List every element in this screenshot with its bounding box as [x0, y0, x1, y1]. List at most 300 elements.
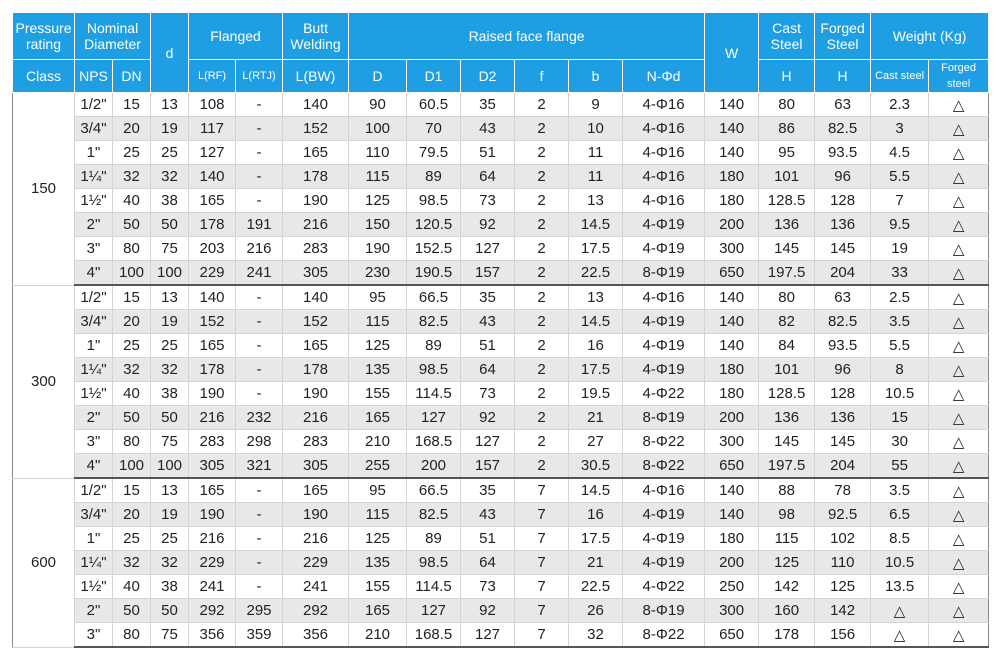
b-cell: 13 [569, 285, 623, 310]
weight-cast-cell: 7 [871, 189, 929, 213]
nps-cell: 3" [75, 430, 113, 454]
l-rtj-cell: - [236, 334, 283, 358]
f-cell: 7 [515, 478, 569, 503]
bolt-holes-cell: 8-Φ19 [623, 406, 705, 430]
d-cell: 75 [151, 237, 189, 261]
f-cell: 2 [515, 117, 569, 141]
table-row [13, 503, 989, 527]
l-rtj-cell: - [236, 527, 283, 551]
f-cell: 2 [515, 165, 569, 189]
l-bw-cell: 229 [283, 551, 349, 575]
bolt-holes-cell: 4-Φ19 [623, 527, 705, 551]
f-cell: 2 [515, 358, 569, 382]
table-row [13, 454, 989, 479]
nps-cell: 2" [75, 599, 113, 623]
b-cell: 16 [569, 503, 623, 527]
b-cell: 22.5 [569, 261, 623, 286]
w-cell: 140 [705, 478, 759, 503]
f-cell: 2 [515, 213, 569, 237]
bolt-holes-cell: 4-Φ19 [623, 551, 705, 575]
cast-steel-h-cell: 178 [759, 623, 815, 648]
l-bw-cell: 190 [283, 189, 349, 213]
weight-forged-cell: △ [929, 623, 989, 648]
f-cell: 7 [515, 623, 569, 648]
d-outer-cell: 230 [349, 261, 407, 286]
cast-steel-h-cell: 128.5 [759, 189, 815, 213]
l-rtj-header: L(RTJ) [236, 60, 283, 93]
dn-cell: 40 [113, 189, 151, 213]
d1-cell: 82.5 [407, 310, 461, 334]
flanged-header: Flanged [189, 13, 283, 60]
weight-cast-cell: 5.5 [871, 165, 929, 189]
w-cell: 650 [705, 454, 759, 479]
l-bw-cell: 190 [283, 503, 349, 527]
table-header [13, 13, 989, 93]
w-cell: 250 [705, 575, 759, 599]
b-cell: 19.5 [569, 382, 623, 406]
d-cell: 75 [151, 623, 189, 648]
f-cell: 2 [515, 382, 569, 406]
table-row [13, 93, 989, 117]
b-cell: 30.5 [569, 454, 623, 479]
table-row [13, 599, 989, 623]
nps-cell: 1/2" [75, 285, 113, 310]
cast-steel-h-cell: 142 [759, 575, 815, 599]
d-cell: 13 [151, 93, 189, 117]
dn-cell: 80 [113, 237, 151, 261]
d-header: d [151, 13, 189, 93]
bolt-holes-cell: 4-Φ19 [623, 310, 705, 334]
l-rf-cell: 127 [189, 141, 236, 165]
d-cell: 32 [151, 165, 189, 189]
l-rtj-cell: 232 [236, 406, 283, 430]
bolt-holes-cell: 4-Φ22 [623, 382, 705, 406]
weight-forged-cell: △ [929, 213, 989, 237]
weight-forged-cell: △ [929, 117, 989, 141]
w-cell: 140 [705, 503, 759, 527]
cast-steel-h-cell: 197.5 [759, 261, 815, 286]
d-outer-cell: 125 [349, 527, 407, 551]
cast-steel-h-cell: 101 [759, 358, 815, 382]
cast-steel-header: Cast Steel [759, 13, 815, 60]
d2-header: D2 [461, 60, 515, 93]
d-outer-header: D [349, 60, 407, 93]
weight-forged-cell: △ [929, 454, 989, 479]
l-rtj-cell: 321 [236, 454, 283, 479]
forged-steel-h-cell: 96 [815, 358, 871, 382]
l-rf-header: L(RF) [189, 60, 236, 93]
b-cell: 11 [569, 165, 623, 189]
l-rtj-cell: - [236, 575, 283, 599]
b-cell: 14.5 [569, 478, 623, 503]
nps-cell: 3/4" [75, 503, 113, 527]
table-row [13, 165, 989, 189]
l-rf-cell: 356 [189, 623, 236, 648]
forged-steel-h-cell: 82.5 [815, 117, 871, 141]
dn-cell: 100 [113, 454, 151, 479]
w-cell: 180 [705, 358, 759, 382]
f-cell: 2 [515, 430, 569, 454]
b-cell: 14.5 [569, 310, 623, 334]
dn-cell: 25 [113, 141, 151, 165]
l-bw-cell: 178 [283, 358, 349, 382]
table-row [13, 575, 989, 599]
f-cell: 2 [515, 454, 569, 479]
d1-cell: 60.5 [407, 93, 461, 117]
d-cell: 25 [151, 527, 189, 551]
b-cell: 13 [569, 189, 623, 213]
d2-cell: 35 [461, 93, 515, 117]
l-bw-cell: 283 [283, 430, 349, 454]
b-cell: 9 [569, 93, 623, 117]
forged-steel-h-cell: 136 [815, 213, 871, 237]
d-cell: 75 [151, 430, 189, 454]
d1-cell: 98.5 [407, 358, 461, 382]
weight-cast-cell: 3.5 [871, 478, 929, 503]
bolt-holes-cell: 4-Φ16 [623, 117, 705, 141]
weight-forged-cell: △ [929, 358, 989, 382]
class-cell: 300 [13, 285, 75, 478]
f-cell: 2 [515, 261, 569, 286]
b-cell: 14.5 [569, 213, 623, 237]
l-rf-cell: 165 [189, 478, 236, 503]
d2-cell: 51 [461, 141, 515, 165]
weight-cast-cell: △ [871, 623, 929, 648]
bolt-holes-cell: 8-Φ22 [623, 430, 705, 454]
dn-cell: 40 [113, 575, 151, 599]
bolt-holes-cell: 4-Φ16 [623, 478, 705, 503]
l-bw-cell: 283 [283, 237, 349, 261]
nps-cell: 1½" [75, 189, 113, 213]
bolt-holes-cell: 8-Φ19 [623, 261, 705, 286]
d-outer-cell: 150 [349, 213, 407, 237]
d-outer-cell: 125 [349, 189, 407, 213]
d1-cell: 89 [407, 165, 461, 189]
d-outer-cell: 155 [349, 575, 407, 599]
d1-cell: 127 [407, 599, 461, 623]
d-outer-cell: 165 [349, 406, 407, 430]
forged-steel-h-cell: 78 [815, 478, 871, 503]
d-cell: 32 [151, 551, 189, 575]
forged-steel-h-cell: 128 [815, 382, 871, 406]
table-row [13, 551, 989, 575]
d-outer-cell: 115 [349, 165, 407, 189]
dn-cell: 32 [113, 165, 151, 189]
table-row [13, 310, 989, 334]
dn-cell: 15 [113, 93, 151, 117]
d2-cell: 157 [461, 261, 515, 286]
b-cell: 26 [569, 599, 623, 623]
d2-cell: 43 [461, 503, 515, 527]
bolt-holes-cell: 4-Φ22 [623, 575, 705, 599]
weight-forged-cell: △ [929, 551, 989, 575]
table-row [13, 237, 989, 261]
d2-cell: 92 [461, 406, 515, 430]
weight-cast-cell: 10.5 [871, 551, 929, 575]
nps-header: NPS [75, 60, 113, 93]
w-cell: 140 [705, 310, 759, 334]
forged-steel-h-cell: 145 [815, 237, 871, 261]
d2-cell: 73 [461, 382, 515, 406]
weight-cast-cell: 55 [871, 454, 929, 479]
w-cell: 180 [705, 165, 759, 189]
l-rtj-cell: - [236, 189, 283, 213]
d-outer-cell: 115 [349, 503, 407, 527]
d2-cell: 43 [461, 310, 515, 334]
forged-steel-h-cell: 136 [815, 406, 871, 430]
d1-cell: 200 [407, 454, 461, 479]
l-bw-cell: 216 [283, 527, 349, 551]
bolt-holes-cell: 4-Φ16 [623, 189, 705, 213]
d-cell: 19 [151, 310, 189, 334]
l-rf-cell: 190 [189, 382, 236, 406]
b-cell: 17.5 [569, 527, 623, 551]
l-rf-cell: 283 [189, 430, 236, 454]
f-cell: 2 [515, 93, 569, 117]
d2-cell: 35 [461, 478, 515, 503]
forged-steel-header: Forged Steel [815, 13, 871, 60]
dn-cell: 50 [113, 406, 151, 430]
d2-cell: 73 [461, 189, 515, 213]
nps-cell: 3/4" [75, 117, 113, 141]
bolt-holes-cell: 4-Φ16 [623, 141, 705, 165]
d-cell: 13 [151, 478, 189, 503]
cast-steel-h-cell: 95 [759, 141, 815, 165]
d2-cell: 127 [461, 237, 515, 261]
d2-cell: 73 [461, 575, 515, 599]
raised-face-flange-header: Raised face flange [349, 13, 705, 60]
cast-steel-h-cell: 82 [759, 310, 815, 334]
weight-cast-cell: 4.5 [871, 141, 929, 165]
cast-steel-h-cell: 125 [759, 551, 815, 575]
weight-forged-cell: △ [929, 93, 989, 117]
d-outer-cell: 165 [349, 599, 407, 623]
d-cell: 38 [151, 575, 189, 599]
table-row [13, 430, 989, 454]
d2-cell: 127 [461, 623, 515, 648]
l-rf-cell: 216 [189, 406, 236, 430]
d1-cell: 70 [407, 117, 461, 141]
class-group [13, 478, 989, 647]
class-cell: 150 [13, 93, 75, 286]
l-bw-cell: 356 [283, 623, 349, 648]
b-cell: 21 [569, 406, 623, 430]
table-row [13, 261, 989, 286]
weight-cast-cell: 2.5 [871, 285, 929, 310]
d-cell: 38 [151, 189, 189, 213]
w-cell: 180 [705, 382, 759, 406]
l-rtj-cell: - [236, 551, 283, 575]
dn-cell: 15 [113, 478, 151, 503]
cast-steel-h-cell: 98 [759, 503, 815, 527]
cast-steel-h-cell: 80 [759, 285, 815, 310]
b-cell: 22.5 [569, 575, 623, 599]
weight-forged-cell: △ [929, 430, 989, 454]
f-cell: 2 [515, 141, 569, 165]
table-row [13, 406, 989, 430]
w-cell: 200 [705, 213, 759, 237]
weight-forged-cell: △ [929, 310, 989, 334]
f-cell: 2 [515, 334, 569, 358]
weight-header: Weight (Kg) [871, 13, 989, 60]
w-cell: 140 [705, 334, 759, 358]
d2-cell: 43 [461, 117, 515, 141]
w-header: W [705, 13, 759, 93]
dn-cell: 25 [113, 527, 151, 551]
d1-cell: 89 [407, 334, 461, 358]
weight-forged-cell: △ [929, 503, 989, 527]
f-cell: 2 [515, 237, 569, 261]
nominal-diameter-header: Nominal Diameter [75, 13, 151, 60]
dn-cell: 25 [113, 334, 151, 358]
d2-cell: 92 [461, 213, 515, 237]
nps-cell: 1" [75, 141, 113, 165]
d1-cell: 114.5 [407, 382, 461, 406]
w-cell: 140 [705, 93, 759, 117]
bolt-holes-cell: 4-Φ19 [623, 503, 705, 527]
cast-steel-h-cell: 145 [759, 237, 815, 261]
l-rtj-cell: - [236, 141, 283, 165]
d-cell: 32 [151, 358, 189, 382]
nps-cell: 1" [75, 527, 113, 551]
d-outer-cell: 95 [349, 285, 407, 310]
l-rf-cell: 241 [189, 575, 236, 599]
l-bw-cell: 152 [283, 117, 349, 141]
class-header: Class [13, 60, 75, 93]
table-row [13, 478, 989, 503]
table-row [13, 623, 989, 648]
nps-cell: 3" [75, 237, 113, 261]
d2-cell: 92 [461, 599, 515, 623]
d1-cell: 168.5 [407, 623, 461, 648]
class-cell: 600 [13, 478, 75, 647]
forged-steel-h-header: H [815, 60, 871, 93]
bolt-holes-cell: 4-Φ19 [623, 237, 705, 261]
l-bw-cell: 241 [283, 575, 349, 599]
d1-cell: 152.5 [407, 237, 461, 261]
l-bw-cell: 305 [283, 261, 349, 286]
forged-steel-h-cell: 93.5 [815, 334, 871, 358]
d2-cell: 35 [461, 285, 515, 310]
weight-cast-cell: 10.5 [871, 382, 929, 406]
f-cell: 2 [515, 406, 569, 430]
cast-steel-h-header: H [759, 60, 815, 93]
f-cell: 7 [515, 575, 569, 599]
d1-cell: 114.5 [407, 575, 461, 599]
l-rtj-cell: 241 [236, 261, 283, 286]
dn-cell: 20 [113, 117, 151, 141]
b-header: b [569, 60, 623, 93]
weight-forged-cell: △ [929, 575, 989, 599]
weight-cast-cell: 5.5 [871, 334, 929, 358]
cast-steel-h-cell: 136 [759, 406, 815, 430]
forged-steel-h-cell: 96 [815, 165, 871, 189]
d1-cell: 168.5 [407, 430, 461, 454]
weight-cast-cell: 9.5 [871, 213, 929, 237]
d-outer-cell: 135 [349, 551, 407, 575]
d2-cell: 64 [461, 551, 515, 575]
d1-cell: 98.5 [407, 551, 461, 575]
forged-steel-h-cell: 63 [815, 93, 871, 117]
l-rtj-cell: - [236, 478, 283, 503]
nps-cell: 1" [75, 334, 113, 358]
weight-forged-steel-header: Forged steel [929, 60, 989, 93]
b-cell: 21 [569, 551, 623, 575]
weight-cast-cell: 13.5 [871, 575, 929, 599]
d-outer-cell: 95 [349, 478, 407, 503]
forged-steel-h-cell: 156 [815, 623, 871, 648]
d2-cell: 51 [461, 527, 515, 551]
dn-cell: 100 [113, 261, 151, 286]
f-cell: 2 [515, 189, 569, 213]
f-cell: 7 [515, 599, 569, 623]
cast-steel-h-cell: 128.5 [759, 382, 815, 406]
bolt-holes-cell: 4-Φ19 [623, 213, 705, 237]
d-outer-cell: 155 [349, 382, 407, 406]
d-cell: 25 [151, 141, 189, 165]
l-bw-cell: 178 [283, 165, 349, 189]
cast-steel-h-cell: 88 [759, 478, 815, 503]
b-cell: 32 [569, 623, 623, 648]
l-rtj-cell: - [236, 382, 283, 406]
l-rtj-cell: - [236, 165, 283, 189]
d-cell: 100 [151, 454, 189, 479]
nps-cell: 1¼" [75, 551, 113, 575]
weight-forged-cell: △ [929, 165, 989, 189]
valve-dimension-table [12, 12, 989, 648]
l-rf-cell: 152 [189, 310, 236, 334]
nps-cell: 3/4" [75, 310, 113, 334]
w-cell: 140 [705, 285, 759, 310]
f-cell: 2 [515, 310, 569, 334]
nps-cell: 2" [75, 213, 113, 237]
d1-cell: 98.5 [407, 189, 461, 213]
weight-forged-cell: △ [929, 261, 989, 286]
l-bw-cell: 165 [283, 334, 349, 358]
table-row [13, 141, 989, 165]
dn-header: DN [113, 60, 151, 93]
dn-cell: 20 [113, 503, 151, 527]
forged-steel-h-cell: 93.5 [815, 141, 871, 165]
l-rtj-cell: - [236, 310, 283, 334]
cast-steel-h-cell: 115 [759, 527, 815, 551]
b-cell: 17.5 [569, 237, 623, 261]
f-header: f [515, 60, 569, 93]
cast-steel-h-cell: 84 [759, 334, 815, 358]
l-rf-cell: 178 [189, 213, 236, 237]
weight-forged-cell: △ [929, 141, 989, 165]
d-outer-cell: 90 [349, 93, 407, 117]
l-rtj-cell: 359 [236, 623, 283, 648]
nps-cell: 1¼" [75, 165, 113, 189]
l-bw-cell: 305 [283, 454, 349, 479]
f-cell: 7 [515, 551, 569, 575]
l-bw-cell: 165 [283, 478, 349, 503]
weight-forged-cell: △ [929, 189, 989, 213]
weight-cast-cell: 8 [871, 358, 929, 382]
pressure-rating-header: Pressure rating [13, 13, 75, 60]
nps-cell: 1/2" [75, 93, 113, 117]
d-cell: 50 [151, 599, 189, 623]
d2-cell: 127 [461, 430, 515, 454]
b-cell: 11 [569, 141, 623, 165]
l-bw-cell: 165 [283, 141, 349, 165]
table-row [13, 117, 989, 141]
cast-steel-h-cell: 86 [759, 117, 815, 141]
cast-steel-h-cell: 136 [759, 213, 815, 237]
l-bw-cell: 216 [283, 213, 349, 237]
l-rtj-cell: - [236, 503, 283, 527]
